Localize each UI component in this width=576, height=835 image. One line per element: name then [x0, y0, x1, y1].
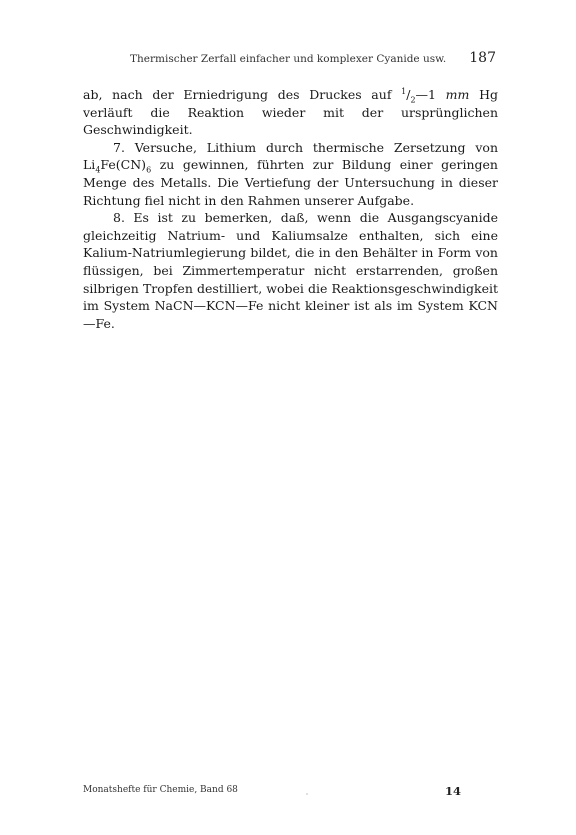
- p2-text-b: Fe(CN): [100, 157, 147, 173]
- p2-text-c: zu gewinnen, führten zur Bildung einer geringen Menge des Metalls. Die Vertiefung der Untersuchung in dieser Richtung fiel nicht in den Rahmen unserer Aufgabe.: [83, 157, 498, 208]
- p2-text-a: 7. Versuche, Lithium durch thermische Zersetzung von Li: [83, 139, 498, 173]
- page-number: 187: [469, 50, 496, 66]
- subscript-6: 6: [146, 165, 152, 175]
- page-footer: [83, 784, 498, 798]
- p1-text-a: ab, nach der Erniedrigung des Druckes auf: [83, 87, 402, 102]
- running-header: [130, 50, 496, 66]
- running-title: Thermischer Zerfall einfacher und komplexer Cyanide usw.: [130, 53, 447, 65]
- signature-mark: 14: [445, 784, 462, 798]
- body-text: [83, 86, 498, 332]
- paragraph-1: ab, nach der Erniedrigung des Druckes auf $^1/_2—1$ mm Hg verläuft die Reaktion wieder mit der ursprünglichen Geschwindigkeit.: [83, 86, 498, 138]
- subscript-4: 4: [95, 165, 101, 175]
- paragraph-2: [83, 139, 498, 209]
- journal-line: Monatshefte für Chemie, Band 68: [83, 785, 238, 795]
- unit-mm: mm: [445, 87, 470, 102]
- p1-text-b: —1: [415, 87, 446, 102]
- p1-text-c: Hg verläuft die Reaktion wieder mit der ursprünglichen Geschwindigkeit.: [83, 87, 498, 138]
- fraction-numerator: 1: [401, 86, 407, 96]
- paragraph-3: 8. Es ist zu bemerken, daß, wenn die Ausgangscyanide gleichzeitig Natrium- und Kaliumsalze enthalten, sich eine Kalium-Natriumlegierung bildet, die in den Behälter in Form von flüssigen, bei Zimmertemperatur nicht erstarrenden, großen silbrigen Tropfen destilliert, wobei die Reaktionsgeschwindigkeit im System NaCN—KCN—Fe nicht kleiner ist als im System KCN—Fe.: [83, 210, 498, 331]
- fraction-denominator: 2: [410, 95, 416, 105]
